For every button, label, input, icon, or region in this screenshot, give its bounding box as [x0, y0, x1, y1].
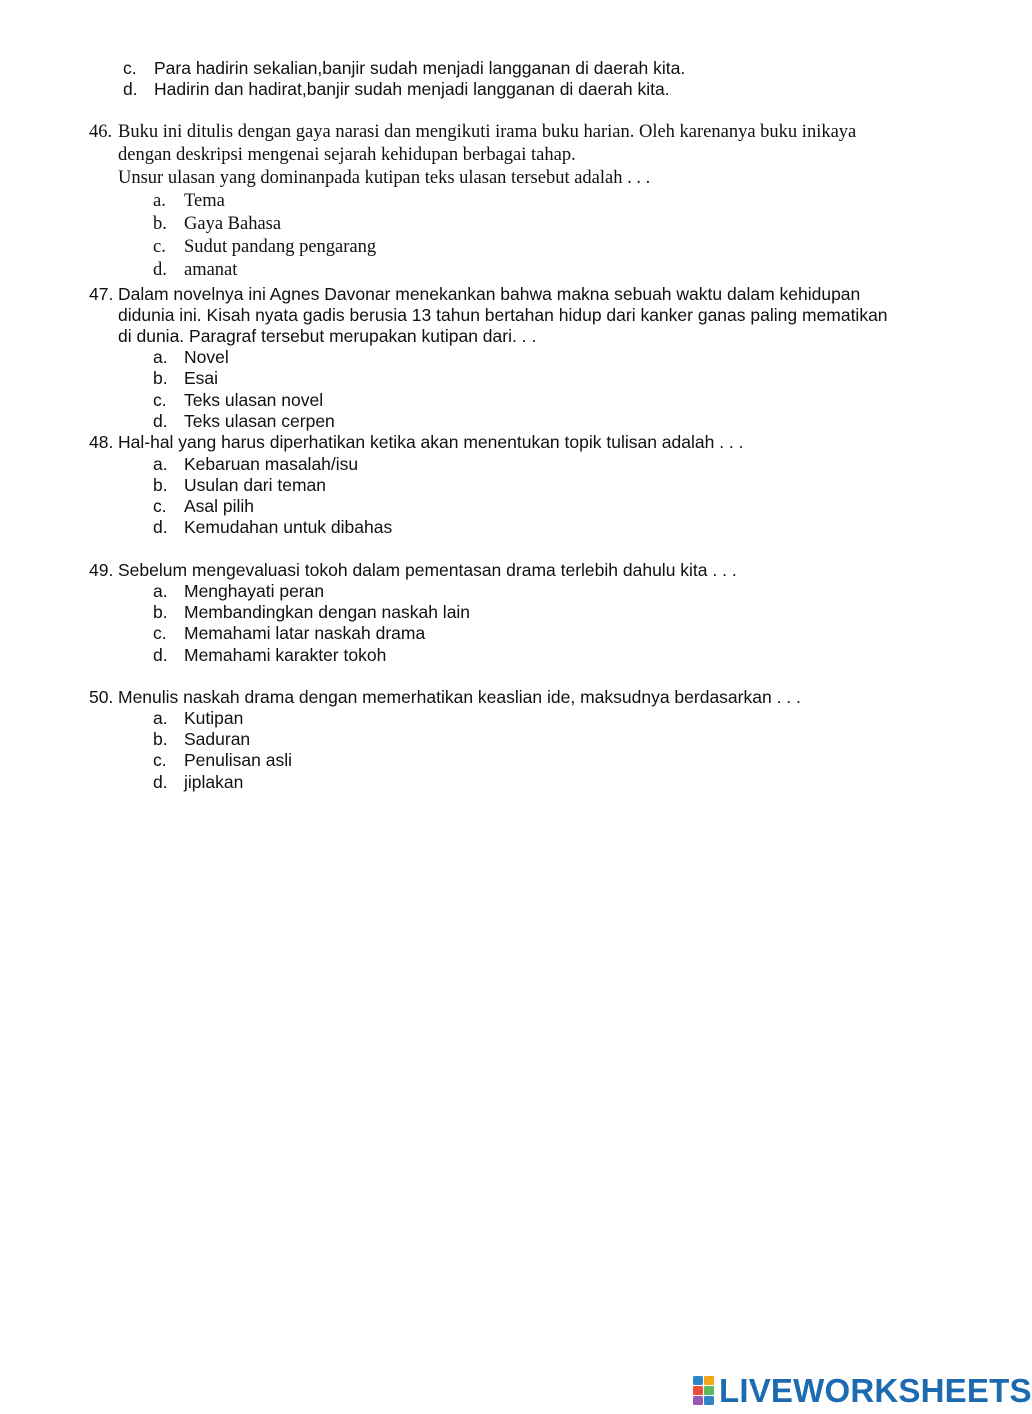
question-47-number: 47.: [89, 284, 114, 304]
option-letter: c.: [153, 390, 167, 410]
option-text: Teks ulasan novel: [184, 390, 324, 410]
option-letter: c.: [153, 623, 167, 643]
option-text: amanat: [184, 260, 238, 280]
question-47-line-2: didunia ini. Kisah nyata gadis berusia 13 tahun bertahan hidup dari kanker ganas paling mematikan: [118, 305, 888, 325]
option-text: Saduran: [184, 729, 251, 749]
liveworksheets-logo[interactable]: [693, 1373, 1032, 1409]
option-letter: d.: [153, 517, 168, 537]
option-letter: d.: [153, 772, 168, 792]
question-47-line-3: di dunia. Paragraf tersebut merupakan kutipan dari. . .: [118, 326, 537, 346]
option-text: jiplakan: [184, 772, 244, 792]
option-text: Novel: [184, 347, 229, 367]
option-letter: d.: [153, 260, 167, 280]
option-text: Kebaruan masalah/isu: [184, 454, 359, 474]
option-letter: c.: [153, 750, 167, 770]
option-text: Penulisan asli: [184, 750, 292, 770]
option-text: Hadirin dan hadirat,banjir sudah menjadi langganan di daerah kita.: [154, 79, 670, 99]
option-text: Tema: [184, 191, 225, 211]
option-letter: b.: [153, 602, 168, 622]
option-text: Asal pilih: [184, 496, 255, 516]
question-46-line-3: Unsur ulasan yang dominanpada kutipan teks ulasan tersebut adalah . . .: [118, 168, 651, 188]
question-50-number: 50.: [89, 687, 114, 707]
option-letter: a.: [153, 708, 168, 728]
option-letter: b.: [153, 214, 167, 234]
option-text: Gaya Bahasa: [184, 214, 282, 234]
option-text: Memahami latar naskah drama: [184, 623, 426, 643]
option-text: Esai: [184, 368, 219, 388]
question-49-number: 49.: [89, 560, 114, 580]
option-text: Teks ulasan cerpen: [184, 411, 335, 431]
option-letter: b.: [153, 368, 168, 388]
option-letter: c.: [153, 496, 167, 516]
option-text: Membandingkan dengan naskah lain: [184, 602, 471, 622]
question-46-line-2: dengan deskripsi mengenai sejarah kehidupan berbagai tahap.: [118, 145, 576, 165]
option-letter: a.: [153, 454, 168, 474]
option-letter: d.: [153, 411, 168, 431]
option-text: Sudut pandang pengarang: [184, 237, 377, 257]
option-letter: a.: [153, 347, 168, 367]
option-text: Menghayati peran: [184, 581, 325, 601]
question-50-line-1: Menulis naskah drama dengan memerhatikan keaslian ide, maksudnya berdasarkan . . .: [118, 687, 801, 707]
option-letter: d.: [123, 79, 138, 99]
option-text: Kutipan: [184, 708, 244, 728]
option-letter: a.: [153, 581, 168, 601]
question-46-number: 46.: [89, 122, 113, 142]
option-text: Kemudahan untuk dibahas: [184, 517, 393, 537]
option-text: Para hadirin sekalian,banjir sudah menjadi langganan di daerah kita.: [154, 58, 686, 78]
liveworksheets-logo-icon: [693, 1376, 715, 1406]
option-letter: c.: [153, 237, 166, 257]
question-46-line-1: Buku ini ditulis dengan gaya narasi dan mengikuti irama buku harian. Oleh karenanya buku inikaya: [118, 122, 857, 142]
question-49-line-1: Sebelum mengevaluasi tokoh dalam pementasan drama terlebih dahulu kita . . .: [118, 560, 737, 580]
option-text: Memahami karakter tokoh: [184, 645, 387, 665]
option-letter: d.: [153, 645, 168, 665]
question-47-line-1: Dalam novelnya ini Agnes Davonar menekankan bahwa makna sebuah waktu dalam kehidupan: [118, 284, 861, 304]
question-48-number: 48.: [89, 432, 114, 452]
option-letter: a.: [153, 191, 166, 211]
option-text: Usulan dari teman: [184, 475, 327, 495]
option-letter: c.: [123, 58, 137, 78]
option-letter: b.: [153, 729, 168, 749]
option-letter: b.: [153, 475, 168, 495]
liveworksheets-brand-text: LIVEWORKSHEETS: [719, 1372, 1032, 1409]
question-48-line-1: Hal-hal yang harus diperhatikan ketika akan menentukan topik tulisan adalah . . .: [118, 432, 744, 452]
